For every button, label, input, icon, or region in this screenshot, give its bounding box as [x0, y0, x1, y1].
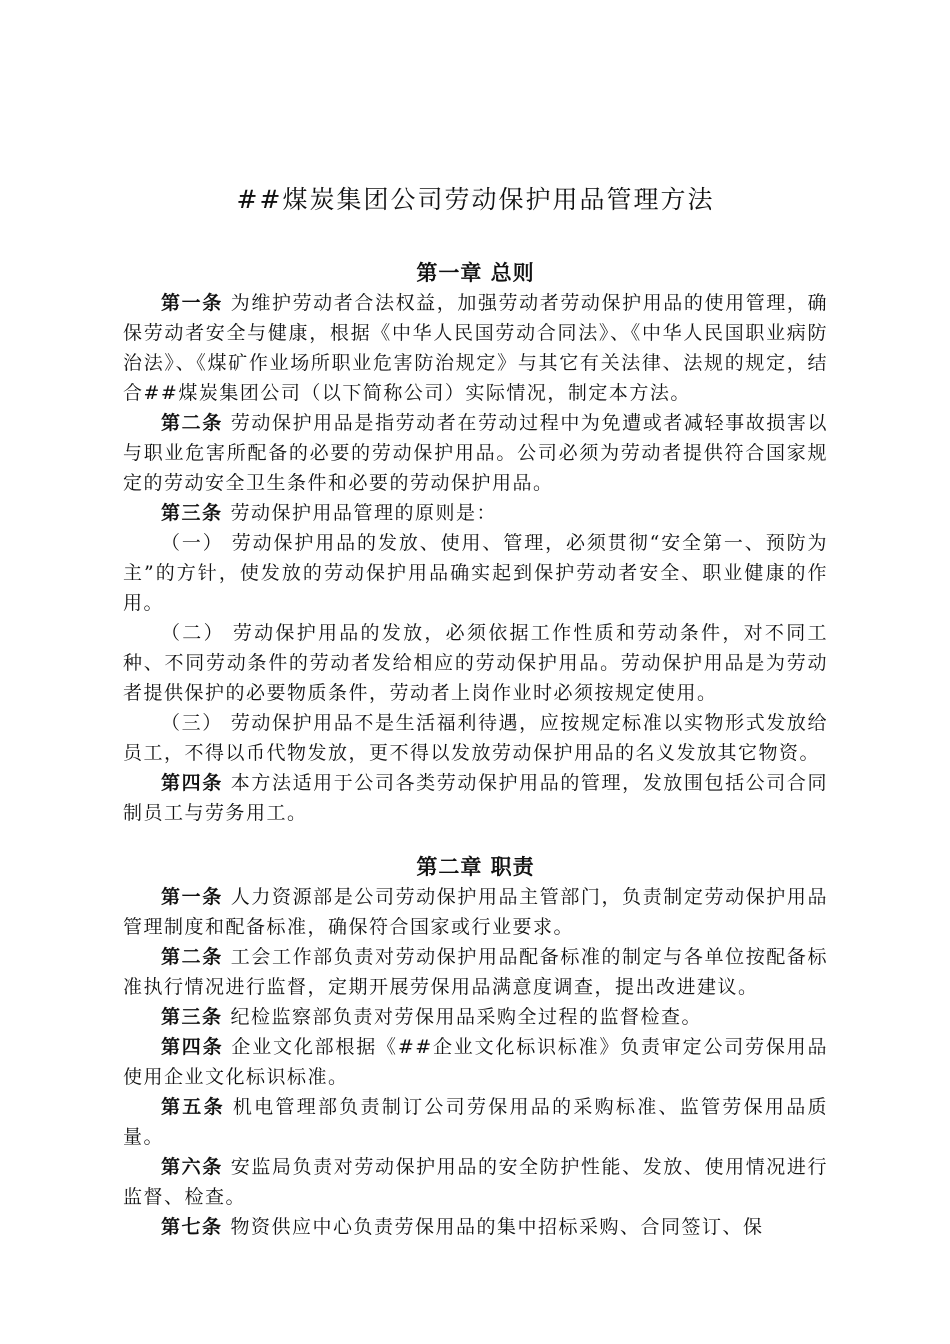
article-text: 本方法适用于公司各类劳动保护用品的管理，发放围包括公司合同制员工与劳务用工。 — [123, 772, 828, 824]
article-paragraph — [123, 1002, 828, 1032]
chapter-heading: 第二章 职责 — [416, 854, 535, 879]
article-paragraph — [123, 1092, 828, 1152]
article-paragraph — [123, 1152, 828, 1212]
article-paragraph — [123, 408, 828, 498]
article-text: 企业文化部根据《##企业文化标识标准》负责审定公司劳保用品使用企业文化标识标准。 — [123, 1036, 828, 1088]
article-paragraph — [123, 882, 828, 942]
article-text: 安监局负责对劳动保护用品的安全防护性能、发放、使用情况进行监督、检查。 — [123, 1156, 828, 1208]
article-text: 物资供应中心负责劳保用品的集中招标采购、合同签订、保 — [230, 1216, 764, 1238]
article-text: 纪检监察部负责对劳保用品采购全过程的监督检查。 — [230, 1006, 703, 1028]
article-paragraph — [123, 288, 828, 408]
item-text: 劳动保护用品的发放、使用、管理，必须贯彻“安全第一、预防为主”的方针，使发放的劳动保护用品确实起到保护劳动者安全、职业健康的作用。 — [123, 532, 828, 614]
article-paragraph — [123, 1032, 828, 1092]
item-label: （三） — [161, 712, 223, 734]
article-text: 劳动保护用品管理的原则是： — [230, 502, 498, 524]
document-title: ##煤炭集团公司劳动保护用品管理方法 — [236, 185, 715, 214]
article-label: 第五条 — [161, 1096, 225, 1118]
article-paragraph — [123, 942, 828, 1002]
article-text: 机电管理部负责制订公司劳保用品的采购标准、监管劳保用品质量。 — [123, 1096, 828, 1148]
article-label: 第三条 — [161, 1006, 223, 1028]
chapter-duties — [123, 852, 828, 1242]
item-text: 劳动保护用品不是生活福利待遇，应按规定标准以实物形式发放给员工，不得以币代物发放，更不得以发放劳动保护用品的名义发放其它物资。 — [123, 712, 828, 764]
chapter-general — [123, 258, 828, 828]
article-label: 第二条 — [161, 946, 223, 968]
article-paragraph — [123, 498, 828, 528]
article-label: 第一条 — [161, 886, 223, 908]
article-text: 工会工作部负责对劳动保护用品配备标准的制定与各单位按配备标准执行情况进行监督，定期开展劳保用品满意度调查，提出改进建议。 — [123, 946, 828, 998]
article-text: 人力资源部是公司劳动保护用品主管部门，负责制定劳动保护用品管理制度和配备标准，确保符合国家或行业要求。 — [123, 886, 828, 938]
article-text: 劳动保护用品是指劳动者在劳动过程中为免遭或者减轻事故损害以与职业危害所配备的必要的劳动保护用品。公司必须为劳动者提供符合国家规定的劳动安全卫生条件和必要的劳动保护用品。 — [123, 412, 828, 494]
article-label: 第四条 — [161, 1036, 224, 1058]
list-item-paragraph — [123, 618, 828, 708]
item-text: 劳动保护用品的发放，必须依据工作性质和劳动条件，对不同工种、不同劳动条件的劳动者发给相应的劳动保护用品。劳动保护用品是为劳动者提供保护的必要物质条件，劳动者上岗作业时必须按规定使用。 — [123, 622, 828, 704]
chapter-heading: 第一章 总则 — [416, 260, 535, 285]
article-label: 第三条 — [161, 502, 223, 524]
document-page — [123, 178, 828, 1242]
article-label: 第七条 — [161, 1216, 223, 1238]
item-label: （二） — [161, 622, 225, 644]
article-paragraph — [123, 768, 828, 828]
article-label: 第二条 — [161, 412, 223, 434]
list-item-paragraph — [123, 708, 828, 768]
article-label: 第四条 — [161, 772, 223, 794]
item-label: （一） — [161, 532, 224, 554]
list-item-paragraph — [123, 528, 828, 618]
article-text: 为维护劳动者合法权益，加强劳动者劳动保护用品的使用管理，确保劳动者安全与健康，根据《中华人民国劳动合同法》、《中华人民国职业病防治法》、《煤矿作业场所职业危害防治规定》与其它有关法律、法规的规定，结合##煤炭集团公司（以下简称公司）实际情况，制定本方法。 — [123, 292, 828, 404]
article-paragraph — [123, 1212, 828, 1242]
article-label: 第一条 — [161, 292, 223, 314]
article-label: 第六条 — [161, 1156, 223, 1178]
